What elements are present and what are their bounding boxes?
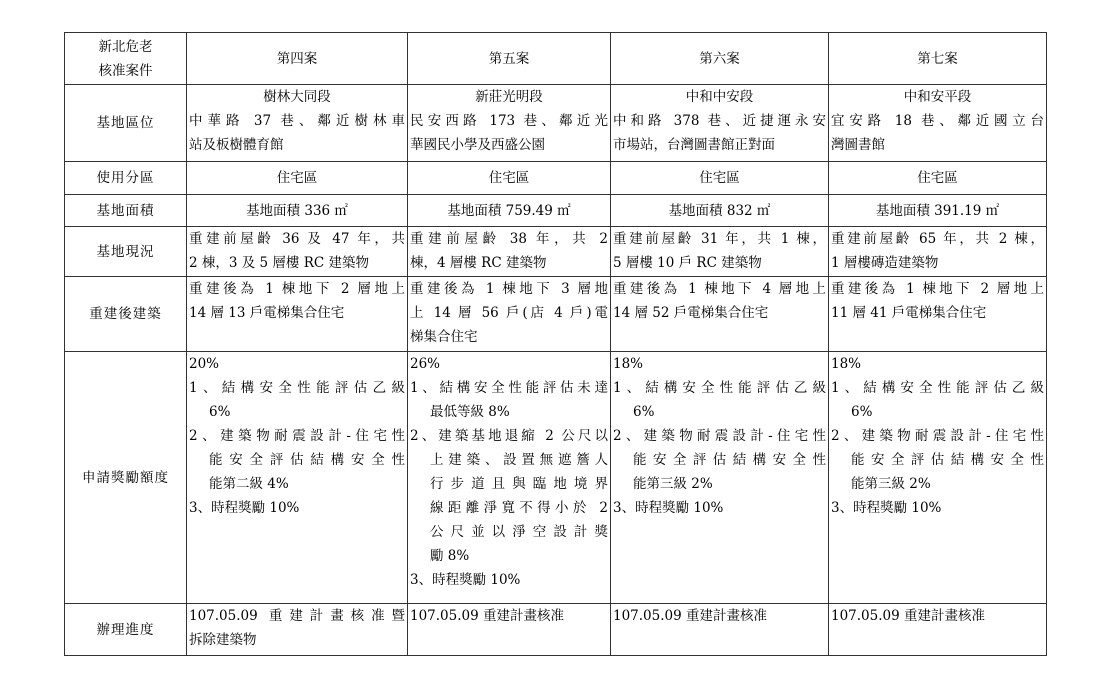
status-line: 2 棟，3 及 5 層樓 RC 建築物 [189,255,370,271]
area-cell: 基地面積 336 ㎡ [187,195,408,227]
bonus-cell [187,352,408,604]
corner-cell [65,33,187,85]
rebuild-cell [187,277,408,352]
rebuild-line: 上 14 層 56 戶(店 4 戶)電 [410,305,608,321]
status-line: 重建前屋齡 65 年，共 2 棟， [831,231,1044,247]
bonus-cell [829,352,1047,604]
case-header: 第六案 [611,33,829,85]
progress-line: 107.05.09 重建計畫核准 [613,608,767,624]
bonus-total: 18% [831,356,862,372]
status-cell [611,227,829,277]
bonus-cell [408,352,611,604]
zoning-cell: 住宅區 [408,162,611,195]
progress-cell [187,604,408,656]
status-line: 重建前屋齡 31 年，共 1 棟， [613,231,826,247]
bonus-item-line: 1、結構安全性能評估乙級 [189,380,405,396]
rebuild-line: 重建後為 1 棟地下 2 層地上 [189,281,405,297]
bonus-item-line: 1、結構安全性能評估乙級 [831,380,1044,396]
location-line: 中和路 378 巷、近捷運永安 [613,113,826,129]
progress-line: 107.05.09 重建計畫核准 [831,608,985,624]
progress-line: 107.05.09 重建計畫核准 [410,608,564,624]
bonus-cell [611,352,829,604]
approval-table [64,32,1047,656]
zoning-cell: 住宅區 [611,162,829,195]
case-header: 第七案 [829,33,1047,85]
bonus-item-line: 能第三級 2% [633,476,713,492]
progress-cell [829,604,1047,656]
bonus-item-line: 3、時程獎勵 10% [189,500,300,516]
bonus-item-line: 2、建築物耐震設計-住宅性 [189,428,405,444]
location-line: 站及板樹體育館 [189,137,284,153]
bonus-item-line: 6% [209,404,231,420]
case-header: 第四案 [187,33,408,85]
bonus-item-line: 能安全評估結構安全性 [209,452,405,468]
bonus-total: 26% [410,356,441,372]
bonus-item-line: 2、建築物耐震設計-住宅性 [613,428,826,444]
zoning-row [65,162,1047,195]
bonus-item-line: 最低等級 8% [430,404,510,420]
bonus-item-line: 6% [851,404,873,420]
bonus-total: 18% [613,356,644,372]
location-name: 中和中安段 [685,89,754,105]
area-cell: 基地面積 832 ㎡ [611,195,829,227]
row-label: 重建後建築 [65,277,187,352]
zoning-cell: 住宅區 [829,162,1047,195]
location-line: 中華路 37 巷、鄰近樹林車 [189,113,405,129]
location-line: 華國民小學及西盛公園 [410,137,545,153]
area-row [65,195,1047,227]
status-row [65,227,1047,277]
row-label: 辦理進度 [65,604,187,656]
row-label: 基地區位 [65,85,187,162]
location-name: 新莊光明段 [475,89,543,105]
progress-cell [611,604,829,656]
case-header: 第五案 [408,33,611,85]
bonus-item-line: 勵 8% [430,548,470,564]
rebuild-line: 14 層 13 戶電梯集合住宅 [189,305,345,321]
row-label: 基地現況 [65,227,187,277]
rebuild-cell [408,277,611,352]
location-cell [611,85,829,162]
rebuild-cell [611,277,829,352]
bonus-total: 20% [189,356,220,372]
location-line: 市場站，台灣圖書館正對面 [613,137,775,153]
zoning-cell: 住宅區 [187,162,408,195]
corner-line: 新北危老 [98,38,153,55]
progress-line: 拆除建築物 [189,632,257,648]
bonus-item-line: 6% [633,404,655,420]
location-name: 中和安平段 [903,89,972,105]
row-label: 申請獎勵額度 [65,352,187,604]
bonus-item-line: 能安全評估結構安全性 [851,452,1044,468]
area-cell: 基地面積 759.49 ㎡ [408,195,611,227]
bonus-item-line: 公尺並以淨空設計獎 [430,524,608,540]
location-line: 灣圖書館 [831,137,885,153]
location-row [65,85,1047,162]
corner-line: 核准案件 [98,62,153,79]
status-line: 重建前屋齡 38 年，共 2 [410,231,608,247]
bonus-item-line: 3、時程獎勵 10% [613,500,724,516]
bonus-item-line: 能第三級 2% [851,476,931,492]
rebuild-line: 11 層 41 戶電梯集合住宅 [831,305,987,321]
status-cell [187,227,408,277]
bonus-item-line: 上建築、設置無遮簷人 [430,452,608,468]
header-row [65,33,1047,85]
rebuild-line: 14 層 52 戶電梯集合住宅 [613,305,769,321]
location-line: 民安西路 173 巷、鄰近光 [410,113,608,129]
progress-row [65,604,1047,656]
location-cell [829,85,1047,162]
rebuild-line: 重建後為 1 棟地下 3 層地 [410,281,608,297]
rebuild-line: 重建後為 1 棟地下 2 層地上 [831,281,1044,297]
location-name: 樹林大同段 [263,89,331,105]
bonus-item-line: 3、時程獎勵 10% [410,572,521,588]
rebuild-line: 梯集合住宅 [410,329,478,345]
rebuild-row [65,277,1047,352]
area-cell: 基地面積 391.19 ㎡ [829,195,1047,227]
bonus-item-line: 3、時程獎勵 10% [831,500,942,516]
row-label: 使用分區 [65,162,187,195]
bonus-item-line: 線距離淨寬不得小於 2 [430,500,608,516]
row-label: 基地面積 [65,195,187,227]
location-line: 宜安路 18 巷、鄰近國立台 [831,113,1044,129]
status-cell [829,227,1047,277]
rebuild-line: 重建後為 1 棟地下 4 層地上 [613,281,826,297]
bonus-item-line: 能第二級 4% [209,476,289,492]
status-line: 5 層樓 10 戶 RC 建築物 [613,255,762,271]
location-cell [187,85,408,162]
bonus-item-line: 2、建築物耐震設計-住宅性 [831,428,1044,444]
bonus-item-line: 1、結構安全性能評估乙級 [613,380,826,396]
status-line: 棟，4 層樓 RC 建築物 [410,255,547,271]
status-line: 1 層樓磚造建築物 [831,255,939,271]
status-cell [408,227,611,277]
bonus-row [65,352,1047,604]
rebuild-cell [829,277,1047,352]
bonus-item-line: 行步道且與臨地境界 [430,476,608,492]
location-cell [408,85,611,162]
bonus-item-line: 能安全評估結構安全性 [633,452,826,468]
progress-line: 107.05.09 重建計畫核准暨 [189,608,405,624]
bonus-item-line: 2、建築基地退縮 2 公尺以 [410,428,608,444]
progress-cell [408,604,611,656]
bonus-item-line: 1、結構安全性能評估未達 [410,380,608,396]
status-line: 重建前屋齡 36 及 47 年，共 [189,231,405,247]
